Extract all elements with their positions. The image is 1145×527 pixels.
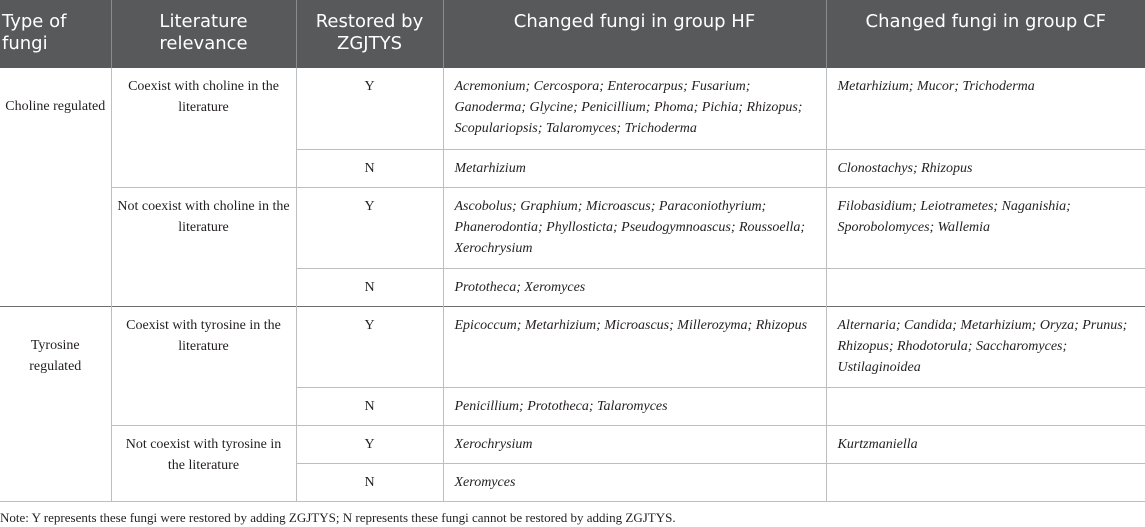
cf-fungi: [826, 387, 1145, 425]
table-note: Note: Y represents these fungi were restored by adding ZGJTYS; N represents these fungi cannot be restored by adding ZGJTYS.: [0, 509, 676, 525]
type-choline: Choline regulated: [5, 99, 106, 114]
cf-fungi: Filobasidium; Leiotrametes; Naganishia; Sporobolomyces; Wallemia: [826, 187, 1145, 268]
restored-flag: N: [296, 268, 443, 306]
restored-flag: N: [296, 387, 443, 425]
relevance-coexist-choline: Coexist with choline in the literature: [111, 68, 296, 187]
hf-fungi: Acremonium; Cercospora; Enterocarpus; Fusarium; Ganoderma; Glycine; Penicillium; Phoma; Pichia; Rhizopus; Scopulariopsis; Talaromyces; Trichoderma: [443, 68, 826, 149]
restored-flag: N: [296, 463, 443, 501]
header-relevance: Literature relevance: [111, 0, 296, 68]
cf-fungi: Alternaria; Candida; Metarhizium; Oryza; Prunus; Rhizopus; Rhodotorula; Saccharomyces; Ustilaginoidea: [826, 306, 1145, 387]
hf-fungi: Xerochrysium: [443, 425, 826, 463]
restored-flag: Y: [296, 68, 443, 149]
header-hf: Changed fungi in group HF: [443, 0, 826, 68]
restored-flag: Y: [296, 425, 443, 463]
table-row: [0, 68, 1145, 149]
header-type: Type of fungi: [0, 0, 111, 68]
table-row: [0, 425, 1145, 463]
restored-flag: Y: [296, 306, 443, 387]
cf-fungi: [826, 463, 1145, 501]
cf-fungi: Kurtzmaniella: [826, 425, 1145, 463]
hf-fungi: Metarhizium: [443, 149, 826, 187]
table-row: [0, 187, 1145, 268]
restored-flag: N: [296, 149, 443, 187]
hf-fungi: Xeromyces: [443, 463, 826, 501]
type-tyrosine: Tyrosine regulated: [0, 306, 111, 501]
relevance-not-coexist-choline: Not coexist with choline in the literature: [111, 187, 296, 306]
hf-fungi: Ascobolus; Graphium; Microascus; Paraconiothyrium; Phanerodontia; Phyllosticta; Pseudogymnoascus; Roussoella; Xerochrysium: [443, 187, 826, 268]
header-restored: Restored by ZGJTYS: [296, 0, 443, 68]
cf-fungi: Metarhizium; Mucor; Trichoderma: [826, 68, 1145, 149]
table-body: [0, 68, 1145, 501]
cf-fungi: [826, 268, 1145, 306]
table-header: [0, 0, 1145, 68]
header-cf: Changed fungi in group CF: [826, 0, 1145, 68]
restored-flag: Y: [296, 187, 443, 268]
table-row: [0, 306, 1145, 387]
hf-fungi: Prototheca; Xeromyces: [443, 268, 826, 306]
relevance-coexist-tyrosine: Coexist with tyrosine in the literature: [111, 306, 296, 425]
cf-fungi: Clonostachys; Rhizopus: [826, 149, 1145, 187]
hf-fungi: Epicoccum; Metarhizium; Microascus; Millerozyma; Rhizopus: [443, 306, 826, 387]
hf-fungi: Penicillium; Prototheca; Talaromyces: [443, 387, 826, 425]
relevance-not-coexist-tyrosine: Not coexist with tyrosine in the literature: [111, 425, 296, 501]
